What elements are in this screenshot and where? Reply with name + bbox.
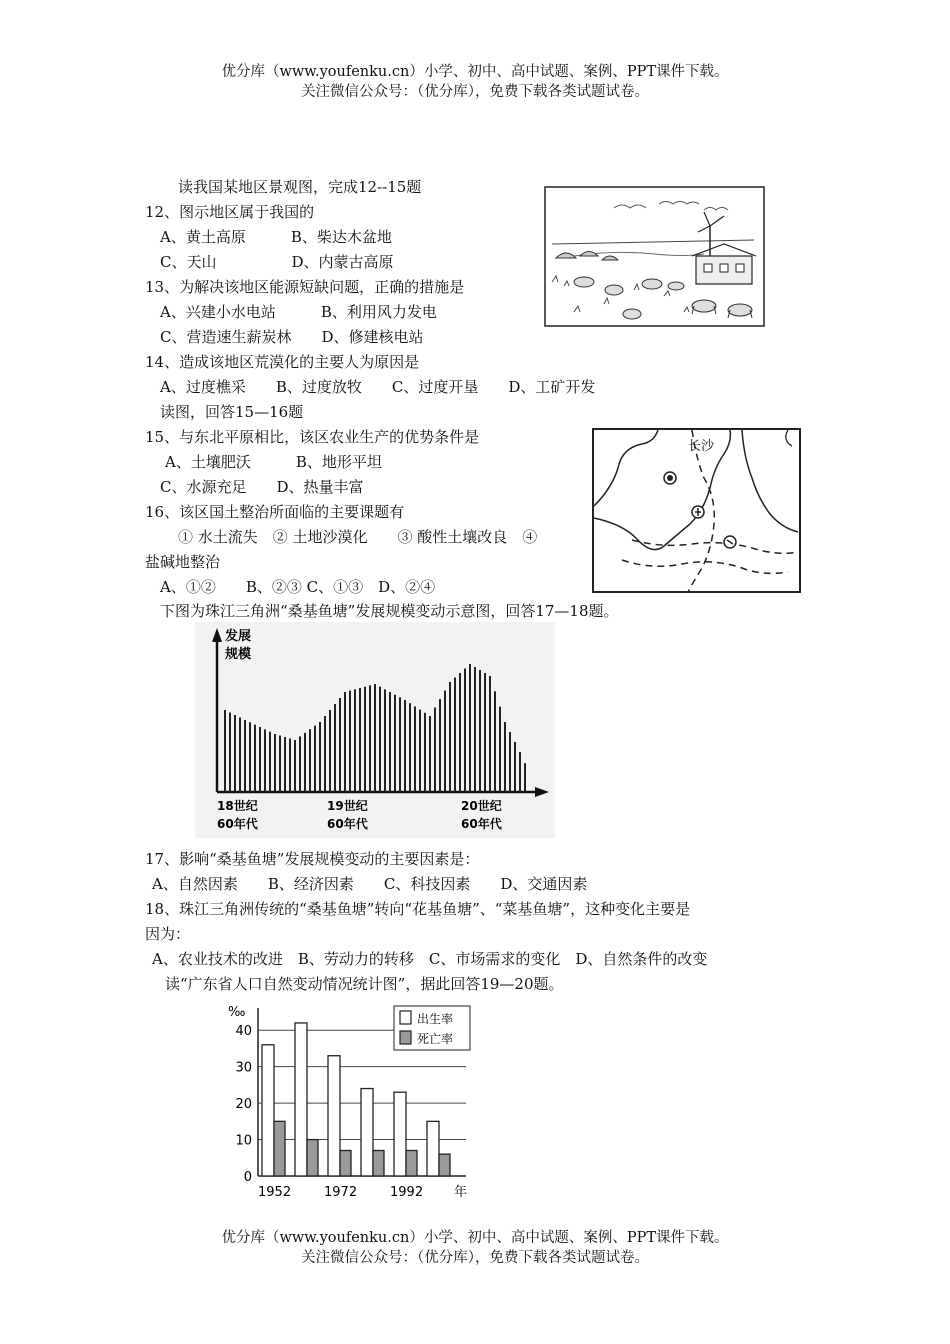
death-rate-bar-4	[406, 1150, 417, 1176]
page-footer-line2: 关注微信公众号：（优分库），免费下载各类试题试卷。	[301, 1250, 649, 1266]
question-16: 16、该区国土整治所面临的主要课题有	[145, 503, 405, 521]
question-13-options-cd: C、营造速生薪炭林 D、修建核电站	[160, 328, 424, 346]
birth-rate-bar-5	[427, 1121, 439, 1176]
population-ytick-0: 0	[243, 1170, 252, 1185]
birth-rate-bar-2	[328, 1056, 340, 1176]
question-18-options: A、农业技术的改进 B、劳动力的转移 C、市场需求的变化 D、自然条件的改变	[152, 950, 708, 968]
population-ytick-20: 20	[235, 1097, 252, 1113]
question-18: 18、珠江三角洲传统的“桑基鱼塘”转向“花基鱼塘”、“菜基鱼塘”，这种变化主要是	[145, 900, 691, 918]
page-header-line1: 优分库（www.youfenku.cn）小学、初中、高中试题、案例、PPT课件下载。	[221, 64, 729, 80]
section3-intro: 下图为珠江三角洲“桑基鱼塘”发展规模变动示意图，回答17—18题。	[160, 602, 619, 620]
page-header-line2: 关注微信公众号：（优分库），免费下载各类试题试卷。	[301, 84, 649, 100]
legend-death-swatch	[400, 1031, 411, 1044]
question-17: 17、影响“桑基鱼塘”发展规模变动的主要因素是：	[145, 850, 480, 868]
question-16-items-continued: 盐碱地整治	[145, 553, 221, 571]
legend-birth-label: 出生率	[417, 1012, 454, 1026]
birth-rate-bar-3	[361, 1089, 373, 1176]
question-13: 13、为解决该地区能源短缺问题，正确的措施是	[145, 278, 465, 296]
population-ytick-10: 10	[235, 1133, 252, 1149]
scale-x-label-3-line1: 20世纪	[461, 799, 502, 813]
page-footer-line1: 优分库（www.youfenku.cn）小学、初中、高中试题、案例、PPT课件下载。	[221, 1230, 729, 1246]
population-chart-xlabel: 年	[454, 1185, 468, 1200]
section1-intro: 读我国某地区景观图，完成12--15题	[178, 178, 422, 196]
scale-x-label-3-line2: 60年代	[461, 817, 502, 831]
legend-death-label: 死亡率	[417, 1032, 454, 1046]
question-14-options: A、过度樵采 B、过度放牧 C、过度开垦 D、工矿开发	[160, 378, 596, 396]
region-map	[592, 428, 802, 594]
question-15-options-cd: C、水源充足 D、热量丰富	[160, 478, 364, 496]
scale-x-label-1-line1: 18世纪	[217, 799, 258, 813]
death-rate-bar-2	[340, 1150, 351, 1176]
scale-change-chart	[195, 622, 555, 838]
population-chart-ylabel: ‰	[228, 1005, 246, 1020]
question-14: 14、造成该地区荒漠化的主要人为原因是	[145, 353, 420, 371]
population-ytick-30: 30	[235, 1060, 252, 1076]
section4-intro: 读“广东省人口自然变动情况统计图”，据此回答19—20题。	[165, 975, 564, 993]
map-city-label: 长沙	[688, 439, 715, 454]
death-rate-bar-0	[274, 1121, 285, 1176]
birth-rate-bar-0	[262, 1045, 274, 1176]
scale-x-label-1-line2: 60年代	[217, 817, 258, 831]
population-xtick-1952: 1952	[258, 1185, 292, 1200]
question-15: 15、与东北平原相比，该区农业生产的优势条件是	[145, 428, 480, 446]
population-ytick-40: 40	[235, 1024, 252, 1040]
birth-rate-bar-4	[394, 1092, 406, 1176]
death-rate-bar-3	[373, 1150, 384, 1176]
scale-chart-ylabel-2: 规模	[225, 647, 252, 662]
population-chart	[222, 996, 474, 1202]
question-17-options: A、自然因素 B、经济因素 C、科技因素 D、交通因素	[152, 875, 588, 893]
section2-intro: 读图，回答15—16题	[160, 403, 304, 421]
question-12-options-ab: A、黄土高原 B、柴达木盆地	[160, 228, 392, 246]
population-xtick-1992: 1992	[390, 1185, 424, 1200]
landscape-sketch	[544, 186, 766, 328]
death-rate-bar-1	[307, 1140, 318, 1176]
question-13-options-ab: A、兴建小水电站 B、利用风力发电	[160, 303, 437, 321]
question-15-options-ab: A、土壤肥沃 B、地形平坦	[165, 453, 382, 471]
scale-x-label-2-line2: 60年代	[327, 817, 368, 831]
legend-birth-swatch	[400, 1011, 411, 1024]
population-xtick-1972: 1972	[324, 1185, 358, 1200]
scale-x-label-2-line1: 19世纪	[327, 799, 368, 813]
question-18-continued: 因为：	[145, 925, 191, 943]
question-16-items: ① 水土流失 ② 土地沙漠化 ③ 酸性土壤改良 ④	[178, 528, 538, 546]
birth-rate-bar-1	[295, 1023, 307, 1176]
question-12-options-cd: C、天山 D、内蒙古高原	[160, 253, 394, 271]
scale-chart-ylabel-1: 发展	[225, 629, 252, 644]
question-12: 12、图示地区属于我国的	[145, 203, 315, 221]
death-rate-bar-5	[439, 1154, 450, 1176]
question-16-options: A、①② B、②③ C、①③ D、②④	[160, 578, 436, 596]
